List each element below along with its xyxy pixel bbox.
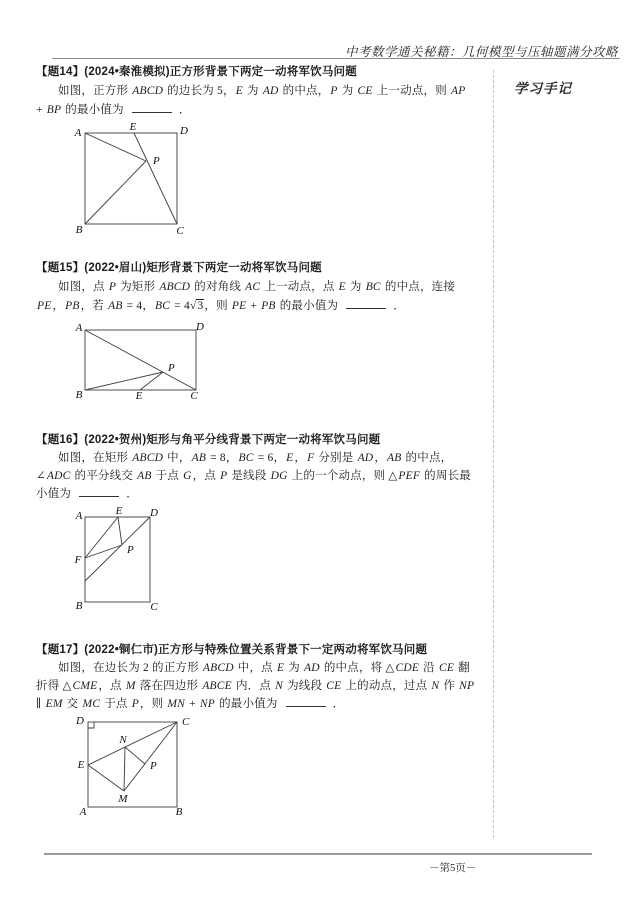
- problem-14-title: 【题14】(2024•秦淮模拟)正方形背景下两定一动将军饮马问题: [36, 66, 357, 78]
- problem-17-line-3: ∥ EM 交 MC 于点 P，则 MN + NP 的最小值为 ．: [36, 695, 488, 713]
- label-N: N: [119, 734, 127, 746]
- label-B: B: [75, 224, 83, 236]
- label-F: F: [74, 554, 82, 566]
- figure-17: [70, 713, 195, 819]
- rectangle-ABCD: [85, 517, 150, 602]
- problem-14: [36, 63, 488, 240]
- problem-15-line-1: 如图，点 P 为矩形 ABCD 的对角线 AC 上一动点，点 E 为 BC 的中点，连接: [58, 281, 456, 293]
- footer-rule: [44, 853, 592, 855]
- problem-15-title: 【题15】(2022•眉山)矩形背景下两定一动将军饮马问题: [36, 262, 322, 274]
- problem-16-line-3: 小值为 ．: [36, 485, 488, 503]
- diagonal-AC: [85, 330, 196, 390]
- label-B: B: [75, 389, 83, 401]
- label-B: B: [175, 806, 183, 818]
- segment-BP: [85, 161, 146, 224]
- problem-16: [36, 431, 488, 615]
- problem-15: [36, 259, 488, 402]
- segment-AP: [85, 133, 146, 161]
- label-P: P: [168, 362, 175, 374]
- label-E: E: [115, 505, 123, 517]
- label-A: A: [75, 510, 83, 522]
- problem-17-line-1: 如图，在边长为 2 的正方形 ABCD 中，点 E 为 AD 的中点，将 △CDE 沿 CE 翻: [58, 662, 470, 674]
- figure-15: [70, 318, 215, 402]
- problem-14-line-2: + BP 的最小值为 ．: [36, 101, 488, 120]
- label-P: P: [150, 760, 157, 772]
- label-E: E: [77, 759, 85, 771]
- figure-14: [70, 122, 240, 240]
- problem-14-line-1: 如图，正方形 ABCD 的边长为 5，E 为 AD 的中点，P 为 CE 上一动点，则 AP: [58, 85, 466, 97]
- segment-DG: [85, 517, 150, 581]
- segment-EM: [88, 765, 124, 791]
- square-DCBA: [88, 722, 177, 807]
- problem-15-line-2: PE，PB，若 AB = 4，BC = 4√3，则 PE + PB 的最小值为 ．: [36, 297, 488, 316]
- label-E: E: [135, 390, 143, 402]
- margin-note-label: 学习手记: [514, 81, 572, 96]
- problem-17-line-2: 折得 △CME，点 M 落在四边形 ABCE 内．点 N 为线段 CE 上的动点，过点 N 作 NP: [36, 680, 475, 692]
- problem-17-title: 【题17】(2022•铜仁市)正方形与特殊位置关系背景下一定两动将军饮马问题: [36, 644, 428, 656]
- figure-16: [70, 503, 170, 615]
- label-P: P: [153, 155, 160, 167]
- header-rule: [52, 58, 620, 59]
- label-D: D: [150, 507, 158, 519]
- segment-EP: [118, 517, 122, 545]
- label-D: D: [180, 125, 188, 137]
- label-M: M: [118, 793, 128, 805]
- label-E: E: [129, 122, 137, 133]
- label-C: C: [176, 225, 184, 237]
- problem-16-line-2: ∠ADC 的平分线交 AB 于点 G，点 P 是线段 DG 上的一个动点，则 △PEF 的周长最: [36, 470, 471, 482]
- segment-MC: [124, 722, 177, 791]
- segment-EC: [134, 133, 177, 224]
- margin-note-divider: [493, 70, 494, 838]
- problem-16-line-1: 如图，在矩形 ABCD 中，AB = 8，BC = 6，E，F 分别是 AD，AB 的中点，: [58, 452, 453, 464]
- label-C: C: [190, 390, 198, 402]
- label-P: P: [127, 544, 134, 556]
- label-C: C: [182, 716, 190, 728]
- problem-16-title: 【题16】(2022•贺州)矩形与角平分线背景下两定一动将军饮马问题: [36, 434, 381, 446]
- footer-page-number: －第5页－: [429, 863, 477, 874]
- label-A: A: [75, 322, 83, 334]
- label-C: C: [150, 601, 158, 613]
- segment-EC: [88, 722, 177, 765]
- problem-17: [36, 641, 488, 819]
- label-B: B: [75, 600, 83, 612]
- label-A: A: [79, 806, 87, 818]
- label-D: D: [196, 321, 204, 333]
- label-A: A: [74, 127, 82, 139]
- segment-NM: [124, 747, 125, 791]
- label-D: D: [76, 715, 84, 727]
- segment-NP: [125, 747, 145, 764]
- header-title: 中考数学通关秘籍：几何模型与压轴题满分攻略: [344, 45, 618, 59]
- right-angle-mark-D: [88, 722, 94, 728]
